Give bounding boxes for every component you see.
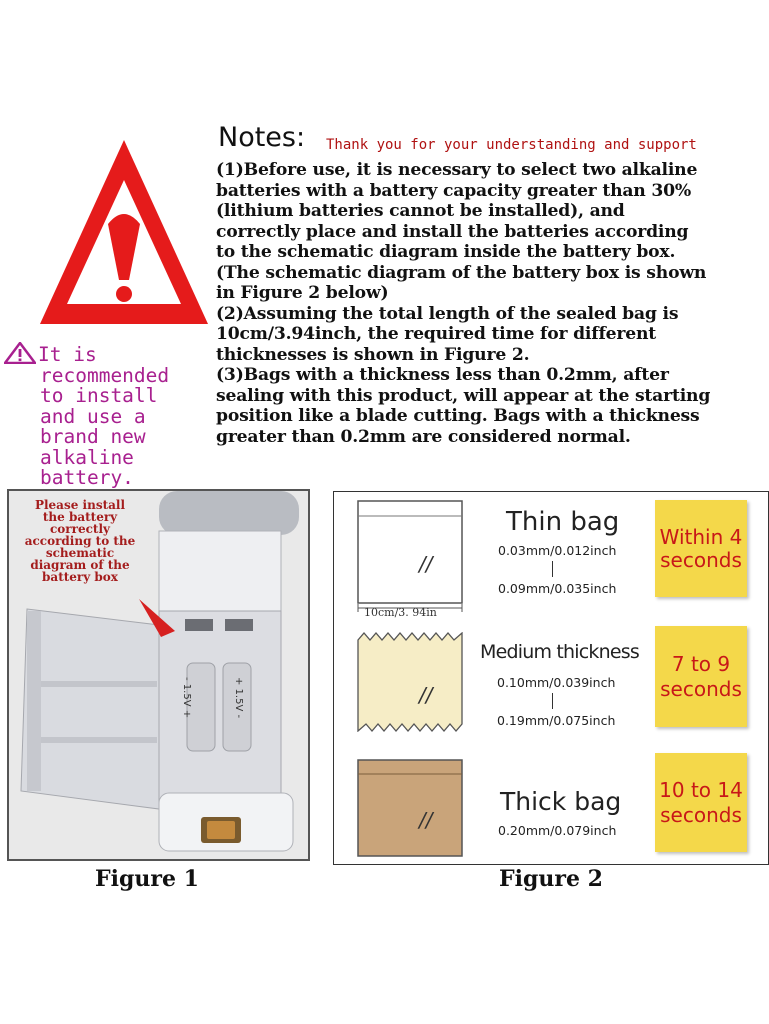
thick-time-line: seconds (660, 802, 742, 827)
figure-2-label: Figure 2 (499, 866, 603, 892)
notes-line: batteries with a battery capacity greater than 30% (216, 180, 692, 201)
recommend-line: recommended (40, 363, 170, 387)
battery-label: + 1.5V - (233, 677, 244, 719)
caption-line: schematic (45, 546, 115, 560)
notes-title: Notes: (218, 122, 306, 153)
recommend-line: battery. (40, 466, 134, 489)
thin-bag-title: Thin bag (506, 507, 620, 537)
caption-line: according to the (24, 534, 136, 548)
notes-line: position like a blade cutting. Bags with a thickness (216, 406, 700, 426)
medium-time-line: seconds (660, 676, 742, 701)
notes-line: thicknesses is shown in Figure 2. (216, 344, 530, 365)
notes-line: (The schematic diagram of the battery box is shown (216, 262, 707, 283)
thick-bag-slash: // (419, 808, 433, 832)
notes-line: to the schematic diagram inside the battery box. (216, 242, 676, 262)
recommend-line: It is (38, 343, 97, 366)
recommend-line: and use a (40, 404, 146, 428)
thick-time-box (655, 753, 747, 852)
medium-bag-slash: // (419, 683, 433, 707)
medium-time-line: 7 to 9 (671, 651, 731, 676)
recommend-line: alkaline (40, 445, 134, 469)
thin-bag-illustration (357, 500, 463, 604)
medium-bag-illustration (357, 632, 463, 732)
recommend-line: brand new (40, 425, 146, 448)
figure-1-label: Figure 1 (95, 866, 199, 892)
range-separator (552, 693, 553, 709)
medium-bag-title: Medium thickness (480, 641, 639, 663)
thin-bag-slash: // (419, 552, 433, 576)
thin-bag-min: 0.03mm/0.012inch (498, 543, 617, 558)
notes-line: 10cm/3.94inch, the required time for different (216, 324, 657, 344)
caption-line: diagram of the (30, 558, 130, 572)
notes-line: (3)Bags with a thickness less than 0.2mm, after (216, 365, 669, 385)
notes-line: (1)Before use, it is necessary to select two alkaline (216, 160, 698, 180)
thin-time-box (655, 500, 747, 597)
notes-line: greater than 0.2mm are considered normal. (216, 426, 631, 447)
notes-line: (lithium batteries cannot be installed), and (216, 201, 625, 221)
thick-bag-title: Thick bag (500, 787, 622, 816)
battery-label: - 1.5V + (181, 677, 192, 719)
caption-line: correctly (50, 522, 110, 536)
notes-line: correctly place and install the batteries according (216, 221, 689, 242)
thick-bag-value: 0.20mm/0.079inch (498, 823, 617, 838)
battery-recommendation (4, 342, 216, 489)
notes-line: (2)Assuming the total length of the sealed bag is (216, 303, 679, 324)
notes-body (216, 160, 764, 447)
notes-thanks: Thank you for your understanding and support (326, 137, 697, 153)
medium-time-box (655, 626, 747, 727)
small-warning-icon (4, 342, 36, 364)
caption-line: Please install (34, 498, 126, 512)
warning-triangle-icon (36, 132, 212, 332)
thin-bag-max: 0.09mm/0.035inch (498, 581, 617, 596)
thin-time-line: seconds (660, 547, 742, 572)
thin-time-line: Within 4 (659, 524, 743, 549)
thick-time-line: 10 to 14 (659, 777, 743, 802)
caption-line: battery box (42, 570, 118, 584)
caption-line: the battery (42, 510, 118, 524)
notes-line: in Figure 2 below) (216, 283, 389, 303)
range-separator (552, 561, 553, 577)
medium-bag-max: 0.19mm/0.075inch (497, 713, 616, 728)
medium-bag-min: 0.10mm/0.039inch (497, 675, 616, 690)
recommend-line: to install (40, 384, 158, 407)
figure-1-caption (10, 499, 150, 583)
dimension-label: 10cm/3. 94in (364, 606, 437, 619)
thick-bag-illustration (357, 759, 463, 857)
notes-line: sealing with this product, will appear at the starting (216, 385, 711, 406)
